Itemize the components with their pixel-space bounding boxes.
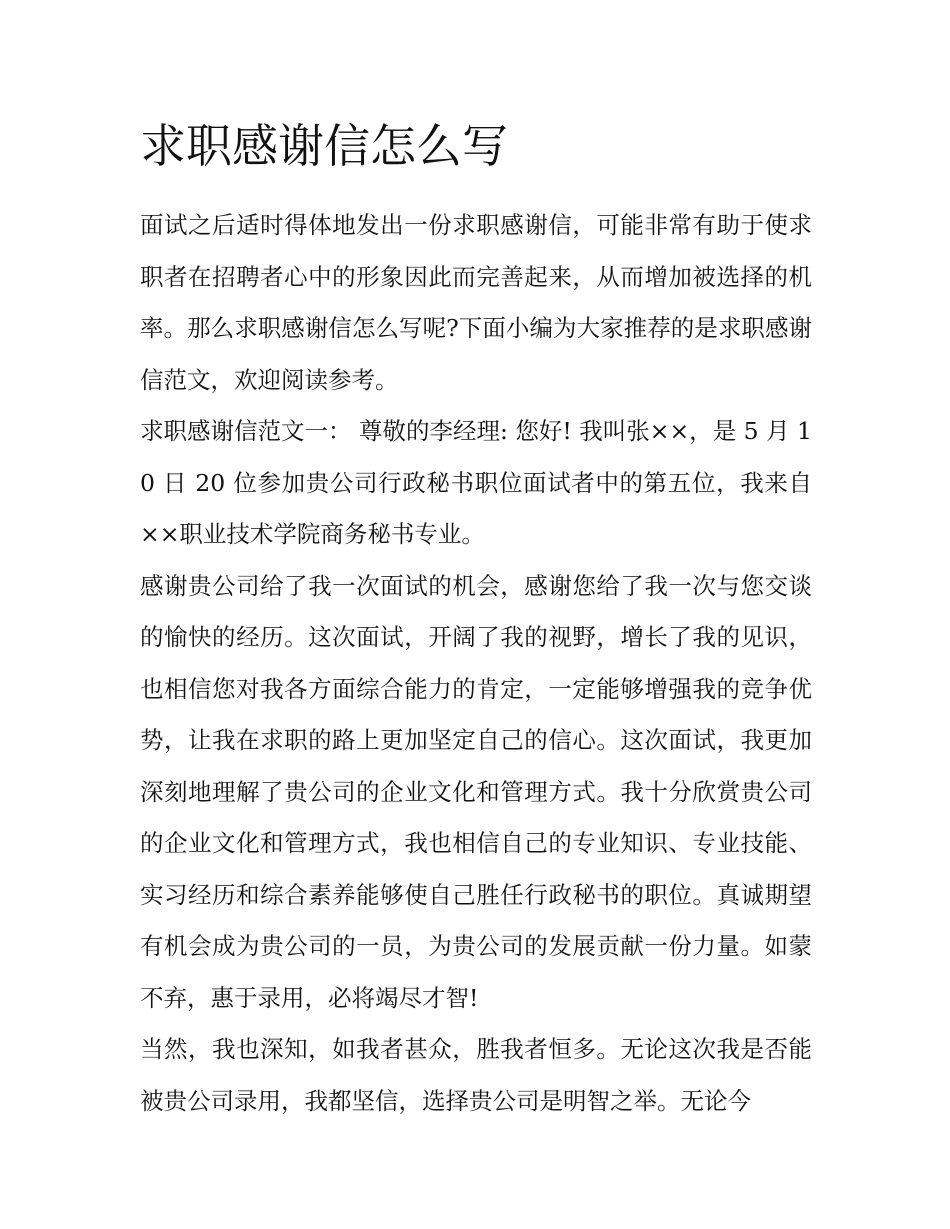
paragraph-letter-thanks: 感谢贵公司给了我一次面试的机会，感谢您给了我一次与您交谈的愉快的经历。这次面试，开阔了我的视野，增长了我的见识，也相信您对我各方面综合能力的肯定，一定能够增强我的竞争优势，让我在求职的路上更加坚定自己的信心。这次面试，我更加深刻地理解了贵公司的企业文化和管理方式。我十分欣赏贵公司的企业文化和管理方式，我也相信自己的专业知识、专业技能、实习经历和综合素养能够使自己胜任行政秘书的职位。真诚期望有机会成为贵公司的一员，为贵公司的发展贡献一份力量。如蒙不弃，惠于录用，必将竭尽才智! xyxy=(140,571,812,1012)
document-body xyxy=(140,112,812,1127)
document-title: 求职感谢信怎么写 xyxy=(140,119,508,173)
paragraph-letter-continued: 当然，我也深知，如我者甚众，胜我者恒多。无论这次我是否能被贵公司录用，我都坚信，选择贵公司是明智之举。无论今 xyxy=(140,1035,812,1115)
paragraph-intro: 面试之后适时得体地发出一份求职感谢信，可能非常有助于使求职者在招聘者心中的形象因此而完善起来，从而增加被选择的机率。那么求职感谢信怎么写呢?下面小编为大家推荐的是求职感谢信范文，欢迎阅读参考。 xyxy=(140,211,812,394)
paragraph-letter-opening: 求职感谢信范文一： 尊敬的李经理: 您好! 我叫张××，是 5 月 10 日 20 位参加贵公司行政秘书职位面试者中的第五位，我来自××职业技术学院商务秘书专业。 xyxy=(140,417,812,548)
